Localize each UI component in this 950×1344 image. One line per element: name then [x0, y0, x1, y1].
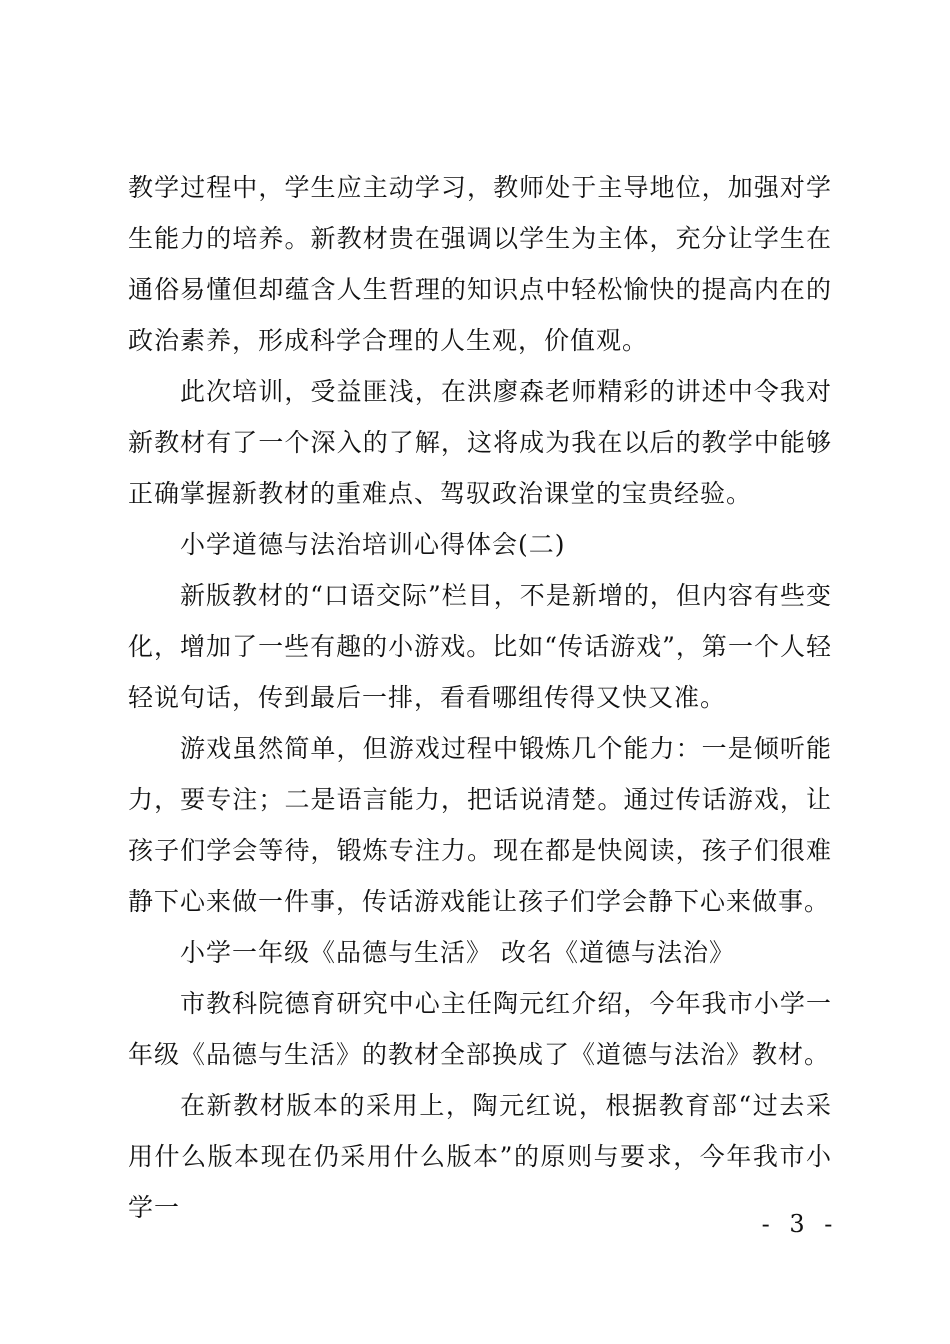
paragraph-version-adoption: 在新教材版本的采用上，陶元红说，根据教育部“过去采用什么版本现在仍采用什么版本”的原则与要求，今年我市小学一 [128, 1091, 832, 1222]
paragraph-textbook-change: 市教科院德育研究中心主任陶元红介绍，今年我市小学一年级《品德与生活》的教材全部换成了《道德与法治》教材。 [128, 989, 832, 1069]
document-body [128, 162, 832, 1233]
paragraph-oral-communication: 新版教材的“口语交际”栏目，不是新增的，但内容有些变化，增加了一些有趣的小游戏。比如“传话游戏”，第一个人轻轻说句话，传到最后一排，看看哪组传得又快又准。 [128, 581, 832, 712]
paragraph-training-reflection: 此次培训，受益匪浅，在洪廖森老师精彩的讲述中令我对新教材有了一个深入的了解，这将成为我在以后的教学中能够正确掌握新教材的重难点、驾驭政治课堂的宝贵经验。 [128, 377, 832, 508]
paragraph-continuation: 教学过程中，学生应主动学习，教师处于主导地位，加强对学生能力的培养。新教材贵在强调以学生为主体，充分让学生在通俗易懂但却蕴含人生哲理的知识点中轻松愉快的提高内在的政治素养，形成科学合理的人生观，价值观。 [128, 173, 832, 355]
section-heading-part-two: 小学道德与法治培训心得体会(二) [180, 530, 566, 559]
section-heading-rename: 小学一年级《品德与生活》 改名《道德与法治》 [180, 938, 735, 967]
page-number: - 3 - [761, 1210, 839, 1238]
paragraph-game-abilities: 游戏虽然简单，但游戏过程中锻炼几个能力：一是倾听能力，要专注；二是语言能力，把话说清楚。通过传话游戏，让孩子们学会等待，锻炼专注力。现在都是快阅读，孩子们很难静下心来做一件事，传话游戏能让孩子们学会静下心来做事。 [128, 734, 832, 916]
